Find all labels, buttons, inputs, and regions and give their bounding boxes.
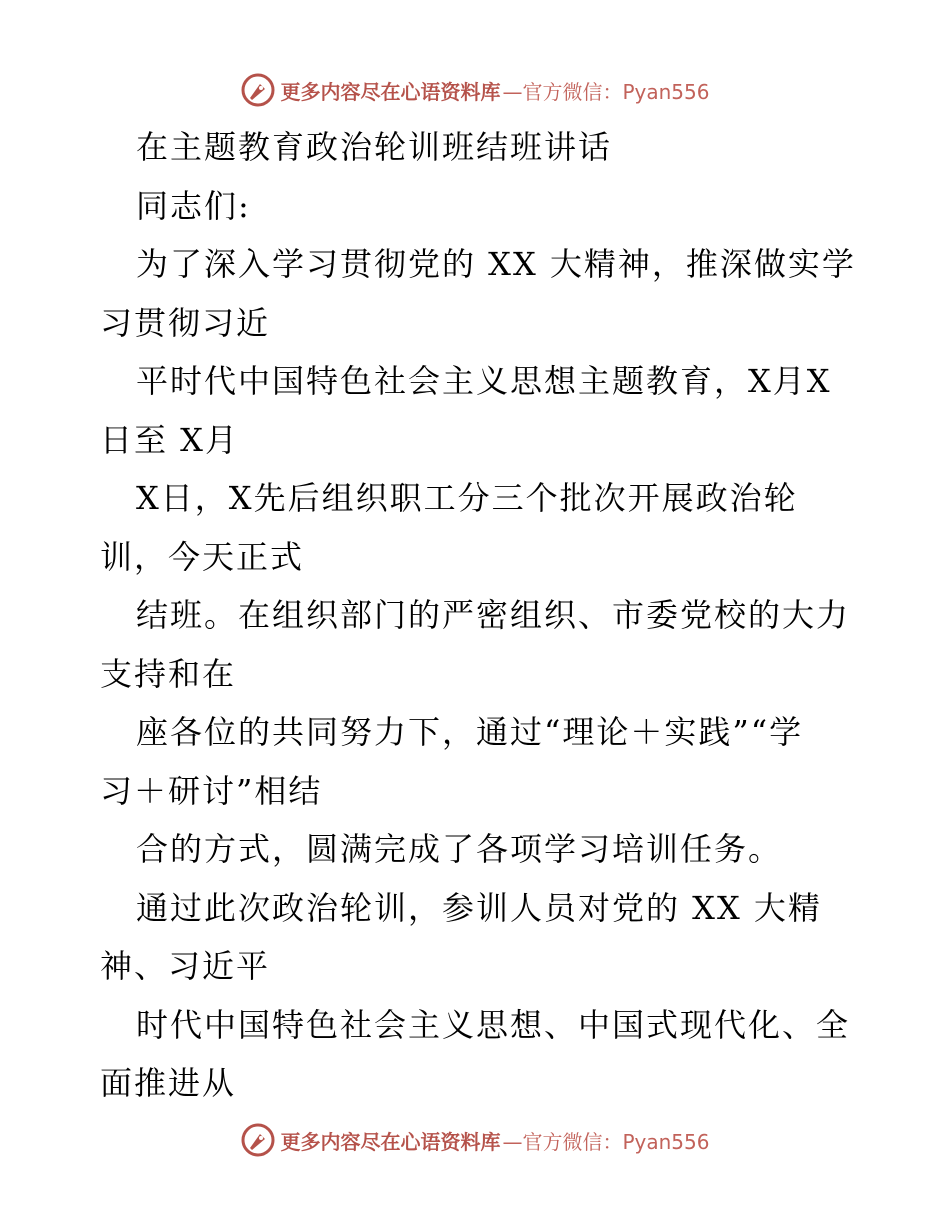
text-line: 平时代中国特色社会主义思想主题教育，X月X: [136, 362, 832, 400]
text-line: 面推进从: [100, 1064, 237, 1102]
header-banner: [0, 70, 950, 110]
text-line: 同志们:: [136, 186, 251, 225]
pen-nib-circle-icon: [240, 1122, 276, 1158]
text-line: 时代中国特色社会主义思想、中国式现代化、全: [136, 1005, 851, 1044]
text-line: 日至 X月: [100, 420, 239, 459]
text-line: 合的方式，圆满完成了各项学习培训任务。: [136, 830, 783, 868]
text-line: 通过此次政治轮训，参训人员对党的 XX 大精: [136, 888, 822, 927]
banner-text: 更多内容尽在心语资料库: [280, 79, 501, 104]
text-line: 神、习近平: [100, 947, 271, 985]
text-line: 结班。在组织部门的严密组织、市委党校的大力: [136, 596, 851, 634]
text-line: 习＋研讨”相结: [100, 771, 323, 810]
banner-text: 更多内容尽在心语资料库: [280, 1129, 501, 1154]
text-line: 训，今天正式: [100, 537, 305, 576]
banner-contact: —官方微信：Pyan556: [502, 1129, 710, 1154]
text-line: 习贯彻习近: [100, 303, 271, 342]
footer-banner: [0, 1120, 950, 1160]
banner-contact: —官方微信：Pyan556: [502, 79, 710, 104]
pen-nib-circle-icon: [240, 72, 276, 108]
text-line: 为了深入学习贯彻党的 XX 大精神，推深做实学: [136, 245, 856, 283]
document-title: 在主题教育政治轮训班结班讲话: [136, 128, 613, 166]
document-body: [100, 118, 860, 1113]
text-line: 支持和在: [100, 654, 237, 693]
text-line: X日，X先后组织职工分三个批次开展政治轮: [136, 479, 798, 517]
text-line: 座各位的共同努力下，通过“理论＋实践”“学: [136, 713, 804, 751]
